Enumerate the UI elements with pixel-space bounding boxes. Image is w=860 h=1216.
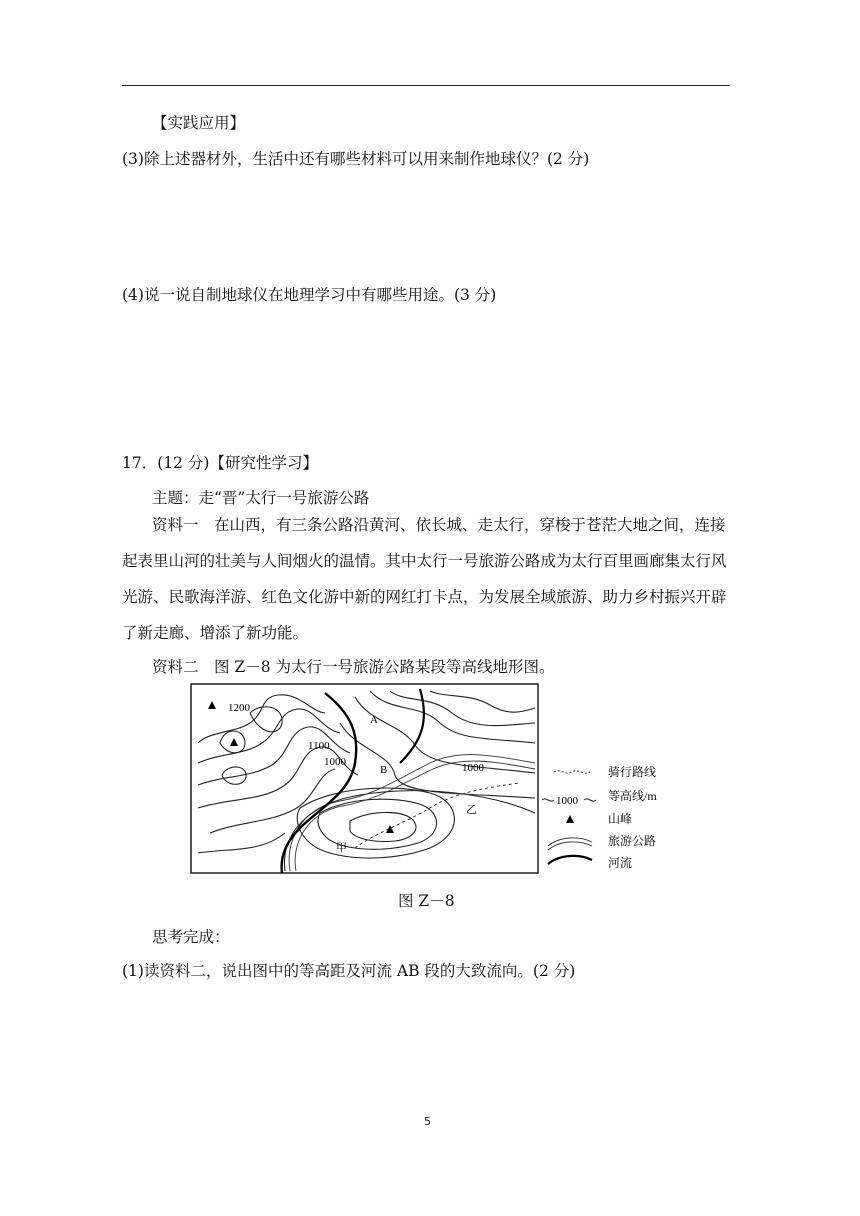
- think-prompt: 思考完成：: [152, 928, 230, 946]
- contour-map: [190, 683, 540, 875]
- question-17-title: 17．(12 分)【研究性学习】: [122, 454, 318, 472]
- legend-cycling: 骑行路线: [608, 765, 657, 779]
- contour-symbol-tail: [584, 799, 596, 801]
- cycling-route-symbol: [554, 771, 590, 773]
- topic-line: 主题：走“晋”太行一号旅游公路: [152, 489, 370, 507]
- road-symbol-second: [548, 842, 592, 850]
- legend-contour-value: 1000: [556, 795, 578, 807]
- contour-label-1000-right: 1000: [462, 762, 484, 774]
- question-3: (3)除上述器材外，生活中还有哪些材料可以用来制作地球仪？(2 分): [122, 150, 590, 168]
- contour-symbol: [542, 799, 554, 801]
- contour-label-1200: 1200: [228, 702, 250, 714]
- material-two: 资料二 图 Z－8 为太行一号旅游公路某段等高线地形图。: [152, 658, 555, 676]
- legend-peak: 山峰: [608, 812, 633, 826]
- contour-label-1000: 1000: [324, 756, 346, 768]
- legend-road: 旅游公路: [608, 834, 657, 848]
- figure-caption: 图 Z－8: [398, 892, 455, 910]
- point-yi-label: 乙: [466, 804, 477, 816]
- question-1: (1)读资料二，说出图中的等高距及河流 AB 段的大致流向。(2 分): [122, 962, 576, 980]
- point-jia-label: 甲: [336, 842, 347, 854]
- header-rule: [122, 85, 730, 86]
- page-number: 5: [424, 1115, 431, 1128]
- legend-river: 河流: [608, 856, 633, 870]
- practice-heading: 【实践应用】: [152, 114, 246, 132]
- point-a-label: A: [370, 714, 378, 726]
- point-b-label: B: [380, 764, 388, 776]
- contour-label-1100: 1100: [308, 740, 330, 752]
- peak-legend-icon: [566, 815, 574, 823]
- map-legend: [540, 760, 680, 870]
- river-symbol: [548, 856, 592, 864]
- legend-contour: 等高线/m: [608, 789, 657, 803]
- question-4: (4)说一说自制地球仪在地理学习中有哪些用途。(3 分): [122, 286, 497, 304]
- material-one: 资料一 在山西，有三条公路沿黄河、依长城、走太行，穿梭于苍茫大地之间，连接起表里山河的壮美与人间烟火的温情。其中太行一号旅游公路成为太行百里画廊集太行风光游、民歌海洋游、红色文化游中新的网红打卡点，为发展全域旅游、助力乡村振兴开辟了新走廊、增添了新功能。: [122, 516, 727, 642]
